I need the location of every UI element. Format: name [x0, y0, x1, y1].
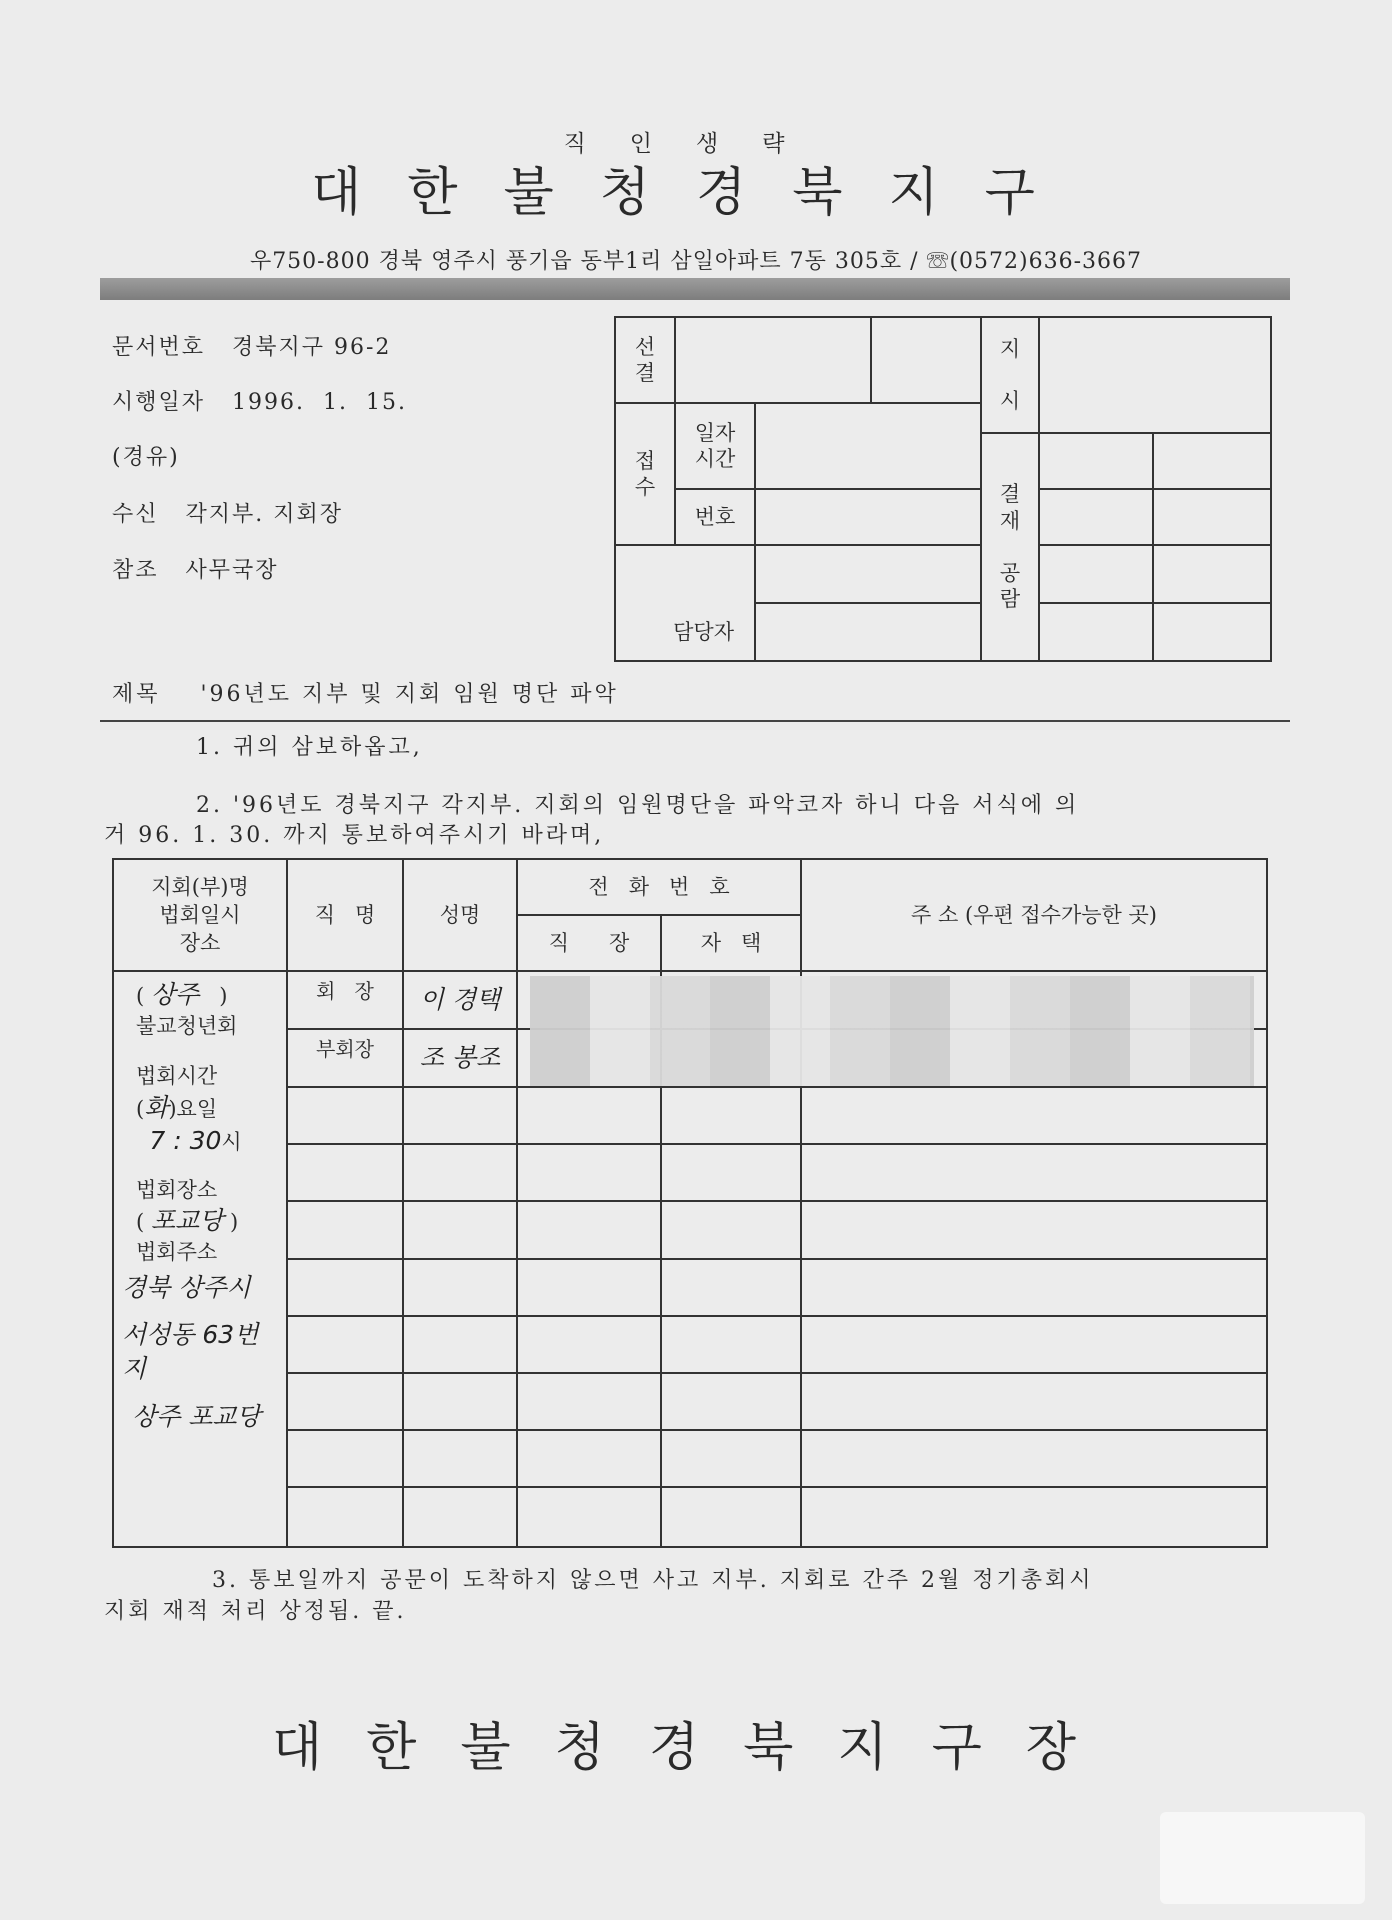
empty-cell [517, 1259, 661, 1316]
seon-gyeol-label: 선 결 [615, 317, 675, 403]
handler-cell-2 [755, 603, 981, 661]
doc-number-row [112, 330, 391, 361]
header-phone: 전 화 번 호 [517, 859, 801, 915]
gyeol-jae-cell-1a [1039, 433, 1153, 489]
organization-address: 우750-800 경북 영주시 풍기읍 동부1리 삼일아파트 7동 305호 / ☏(0572)636-3667 [249, 249, 1143, 274]
row-2-position: 부회장 [287, 1029, 403, 1087]
empty-cell [517, 1430, 661, 1487]
paragraph-3-line-1: 3. 통보일까지 공문이 도착하지 않으면 사고 지부. 지회로 간주 2월 정기총회시 [212, 1568, 1094, 1593]
header-divider [100, 278, 1290, 300]
empty-cell [287, 1087, 403, 1144]
number-cell [755, 489, 981, 545]
row-2-name: 조 봉조 [403, 1029, 517, 1087]
empty-cell [661, 1373, 801, 1430]
gyeol-jae-cell-2b [1153, 489, 1271, 545]
header-phone-work: 직 장 [517, 915, 661, 971]
empty-cell [403, 1201, 517, 1258]
empty-cell [517, 1201, 661, 1258]
gyeol-jae-cell-4a [1039, 603, 1153, 661]
empty-cell [661, 1259, 801, 1316]
officer-roster-table [112, 858, 1268, 1548]
reference-label: 참조 [112, 558, 159, 583]
ji-si-cell [1039, 317, 1271, 433]
paragraph-1: 1. 귀의 삼보하옵고, [196, 735, 423, 760]
subject-label: 제목 [112, 682, 161, 707]
empty-cell [403, 1316, 517, 1373]
recipient-row [112, 497, 343, 528]
empty-cell [287, 1144, 403, 1201]
subject-row [112, 677, 619, 708]
empty-cell [661, 1316, 801, 1373]
issue-date-label: 시행일자 [112, 390, 206, 415]
recipient-label: 수신 [112, 502, 159, 527]
paragraph-3-line-2: 지회 재적 처리 상정됨. 끝. [104, 1599, 407, 1624]
paragraph-2-line-1: 2. '96년도 경북지구 각지부. 지회의 임원명단을 파악코자 하니 다음 서식에 의 [196, 793, 1080, 818]
closing-signature: 대한불청경북지구장 [271, 1718, 1121, 1778]
empty-cell [403, 1144, 517, 1201]
empty-cell [287, 1487, 403, 1547]
paragraph-2-line-2: 거 96. 1. 30. 까지 통보하여주시기 바라며, [104, 823, 605, 848]
seal-omitted-label: 직인생략 [563, 131, 829, 157]
jeop-su-label: 접 수 [615, 403, 675, 545]
handler-cell-1 [755, 545, 981, 603]
issue-date-value: 1996. 1. 15. [232, 390, 407, 415]
empty-cell [801, 1487, 1267, 1547]
date-time-cell [755, 403, 981, 489]
organization-title: 대한불청경북지구 [311, 163, 1081, 223]
empty-cell [801, 1087, 1267, 1144]
seon-gyeol-cell-1 [675, 317, 871, 403]
date-time-label: 일자 시간 [675, 403, 755, 489]
row-1-position: 회 장 [287, 971, 403, 1029]
row-1-name: 이 경택 [403, 971, 517, 1029]
header-phone-home: 자 택 [661, 915, 801, 971]
empty-cell [517, 1087, 661, 1144]
doc-number-label: 문서번호 [112, 335, 206, 360]
header-address: 주 소 (우편 접수가능한 곳) [801, 859, 1267, 971]
handler-label: 담당자 [615, 545, 755, 661]
subject-divider [100, 720, 1290, 722]
doc-number-value: 경북지구 96-2 [232, 335, 392, 360]
subject-value: '96년도 지부 및 지회 임원 명단 파악 [200, 682, 619, 707]
empty-cell [661, 1201, 801, 1258]
empty-cell [661, 1487, 801, 1547]
gyeol-jae-gong-ram-label: 결 재 공 람 [981, 433, 1039, 661]
issue-date-row [112, 385, 407, 416]
reference-row [112, 553, 279, 584]
recipient-value: 각지부. 지회장 [185, 502, 343, 527]
empty-cell [517, 1316, 661, 1373]
branch-info-cell: ( 상주 ) 불교청년회 법회시간 (화)요일 7 : 30시 법회장소 ( 포교당 ) 법회주소 경북 상주시 서성동 63번지 상주 포교당 [113, 971, 287, 1547]
ji-si-label: 지 시 [981, 317, 1039, 433]
redacted-contact-info [530, 976, 1254, 1086]
gyeol-jae-cell-4b [1153, 603, 1271, 661]
header-name: 성명 [403, 859, 517, 971]
gyeol-jae-cell-3a [1039, 545, 1153, 603]
empty-cell [801, 1373, 1267, 1430]
empty-cell [287, 1259, 403, 1316]
header-branch: 지회(부)명 법회일시 장소 [113, 859, 287, 971]
empty-cell [517, 1487, 661, 1547]
empty-cell [801, 1430, 1267, 1487]
empty-cell [403, 1087, 517, 1144]
seon-gyeol-cell-2 [871, 317, 981, 403]
empty-cell [801, 1259, 1267, 1316]
empty-cell [287, 1373, 403, 1430]
empty-cell [661, 1430, 801, 1487]
empty-cell [661, 1087, 801, 1144]
empty-cell [403, 1487, 517, 1547]
empty-cell [287, 1430, 403, 1487]
empty-cell [801, 1316, 1267, 1373]
empty-cell [287, 1201, 403, 1258]
approval-box [614, 316, 1272, 662]
reference-value: 사무국장 [185, 558, 279, 583]
gyeol-jae-cell-3b [1153, 545, 1271, 603]
empty-cell [801, 1201, 1267, 1258]
empty-cell [403, 1430, 517, 1487]
header-position: 직 명 [287, 859, 403, 971]
empty-cell [403, 1373, 517, 1430]
empty-cell [403, 1259, 517, 1316]
empty-cell [517, 1144, 661, 1201]
empty-cell [661, 1144, 801, 1201]
empty-cell [801, 1144, 1267, 1201]
gyeol-jae-cell-1b [1153, 433, 1271, 489]
empty-cell [517, 1373, 661, 1430]
number-label: 번호 [675, 489, 755, 545]
gyeol-jae-cell-2a [1039, 489, 1153, 545]
blank-stamp-area [1160, 1812, 1365, 1904]
empty-cell [287, 1316, 403, 1373]
via-row: (경유) [112, 445, 180, 470]
